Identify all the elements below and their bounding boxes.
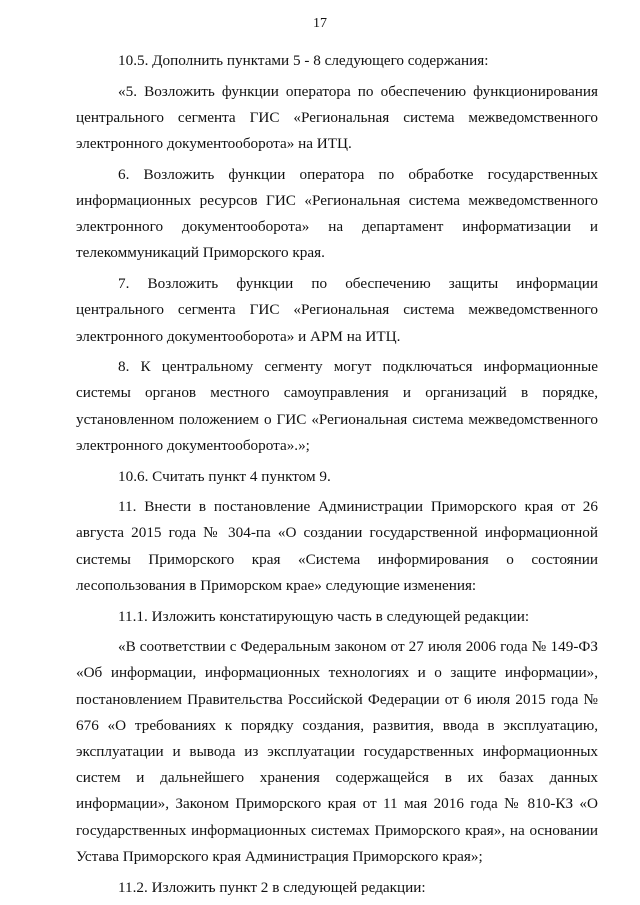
- paragraph-item-5: «5. Возложить функции оператора по обеспечению функционирования центрального сегмента ГИС «Региональная система межведомственного электронного документооборота» на ИТЦ.: [76, 82, 598, 153]
- paragraph-item-7: 7. Возложить функции по обеспечению защиты информации центрального сегмента ГИС «Региональная система межведомственного электронного документооборота» и АРМ на ИТЦ.: [76, 275, 598, 345]
- page-number: 17: [313, 16, 327, 31]
- paragraph-preamble-quote: «В соответствии с Федеральным законом от 27 июля 2006 года № 149-ФЗ «Об информации, информационных технологиях и о защите информации», постановлением Правительства Российской Федерации от 6 июля 2015 года № 676 «О требованиях к порядку создания, развития, ввода в эксплуатацию, эксплуатации и вывода из эксплуатации государственных информационных систем и дальнейшего хранения содержащейся в их базах данных информации», Законом Приморского края от 11 мая 2016 года № 810-КЗ «О государственных информационных системах Приморского края», на основании Устава Приморского края Администрация Приморского края»;: [76, 638, 598, 865]
- paragraph-item-6: 6. Возложить функции оператора по обработке государственных информационных ресурсов ГИС «Региональная система межведомственного электронного документооборота» на департамент информатизации и телекоммуникаций Приморского края.: [76, 165, 598, 262]
- paragraph-11-2: 11.2. Изложить пункт 2 в следующей редакции:: [118, 878, 426, 896]
- document-body: [76, 48, 598, 901]
- paragraph-11-1: 11.1. Изложить констатирующую часть в следующей редакции:: [118, 607, 530, 625]
- paragraph-10-6: 10.6. Считать пункт 4 пунктом 9.: [118, 467, 331, 485]
- paragraph-11: 11. Внести в постановление Администрации Приморского края от 26 августа 2015 года № 304-па «О создании государственной информационной системы Приморского края «Система информирования о состоянии лесопользования в Приморском крае» следующие изменения:: [76, 498, 598, 594]
- paragraph-10-5: 10.5. Дополнить пунктами 5 - 8 следующего содержания:: [118, 52, 489, 69]
- paragraph-item-8: 8. К центральному сегменту могут подключаться информационные системы органов местного самоуправления и организаций в порядке, установленном положением о ГИС «Региональная система межведомственного электронного документооборота».»;: [76, 358, 598, 454]
